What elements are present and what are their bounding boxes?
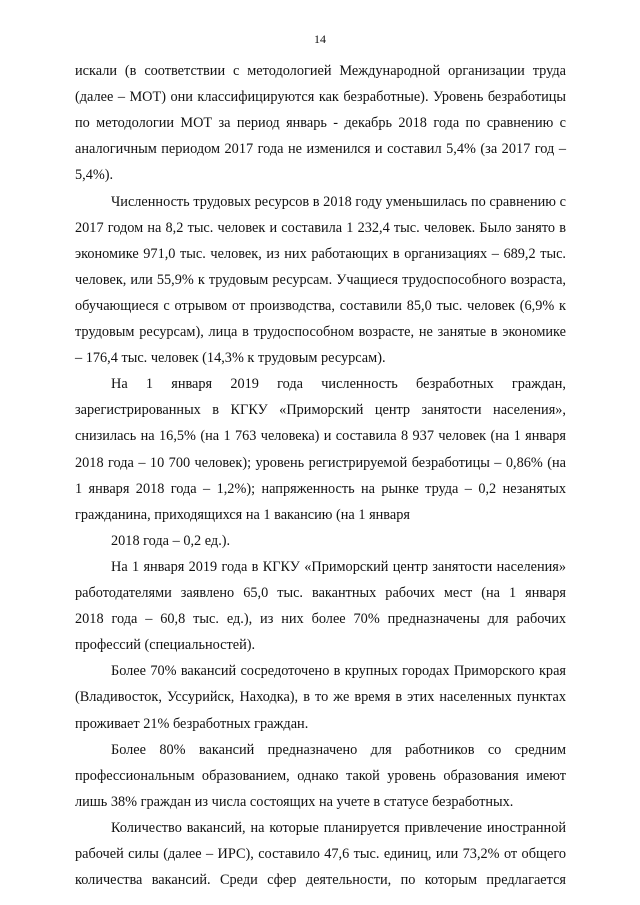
- text-line: 2017 годом на 8,2 тыс. человек и составила 1 232,4 тыс. человек. Было занято в: [75, 219, 566, 236]
- text-line: 1 января 2018 года – 1,2%); напряженность на рынке труда – 0,2 незанятых: [75, 480, 566, 497]
- text-line: профессиональным образованием, однако такой уровень образования имеют: [75, 767, 566, 784]
- text-line: проживает 21% безработных граждан.: [75, 715, 309, 732]
- text-line: аналогичным периодом 2017 года не изменился и составил 5,4% (за 2017 год –: [75, 141, 566, 158]
- text-line: На 1 января 2019 года численность безработных граждан,: [111, 376, 566, 393]
- text-line: 2018 года – 10 700 человек); уровень регистрируемой безработицы – 0,86% (на: [75, 454, 566, 471]
- text-line: (далее – МОТ) они классифицируются как безработные). Уровень безработицы: [75, 89, 566, 106]
- text-line: экономике 971,0 тыс. человек, из них работающих в организациях – 689,2 тыс.: [75, 245, 566, 262]
- text-line: Более 80% вакансий предназначено для работников со средним: [111, 741, 566, 758]
- text-line: по методологии МОТ за период январь - декабрь 2018 года по сравнению с: [75, 115, 566, 132]
- text-line: рабочей силы (далее – ИРС), составило 47,6 тыс. единиц, или 73,2% от общего: [75, 846, 566, 862]
- text-line: Количество вакансий, на которые планируется привлечение иностранной: [111, 819, 566, 836]
- text-line: На 1 января 2019 года в КГКУ «Приморский центр занятости населения»: [111, 558, 566, 575]
- text-line: 2018 года – 0,2 ед.).: [111, 532, 231, 549]
- text-line: зарегистрированных в КГКУ «Приморский центр занятости населения»,: [75, 402, 566, 419]
- text-line: работодателями заявлено 65,0 тыс. вакантных рабочих мест (на 1 января: [75, 585, 566, 601]
- text-line: (Владивосток, Уссурийск, Находка), в то же время в этих населенных пунктах: [75, 689, 566, 706]
- text-line: трудовым ресурсам), лица в трудоспособном возрасте, не занятые в экономике: [75, 324, 566, 340]
- text-line: гражданина, приходящихся на 1 вакансию (на 1 января: [75, 506, 410, 523]
- text-line: количества вакансий. Среди сфер деятельности, по которым предлагается: [75, 872, 566, 889]
- text-line: – 176,4 тыс. человек (14,3% к трудовым ресурсам).: [75, 350, 386, 367]
- text-line: человек, или 55,9% к трудовым ресурсам. Учащиеся трудоспособного возраста,: [75, 271, 566, 288]
- text-line: Более 70% вакансий сосредоточено в крупных городах Приморского края: [111, 663, 566, 680]
- text-line: обучающиеся с отрывом от производства, составили 85,0 тыс. человек (6,9% к: [75, 297, 566, 314]
- text-line: лишь 38% граждан из числа состоящих на учете в статусе безработных.: [75, 793, 514, 810]
- text-line: снизилась на 16,5% (на 1 763 человека) и составила 8 937 человек (на 1 января: [75, 428, 566, 445]
- text-line: искали (в соответствии с методологией Международной организации труда: [75, 63, 566, 79]
- text-line: Численность трудовых ресурсов в 2018 году уменьшилась по сравнению с: [111, 193, 566, 210]
- text-line: профессий (специальностей).: [75, 637, 256, 654]
- text-line: 2018 года – 60,8 тыс. ед.), из них более 70% предназначены для рабочих: [75, 611, 566, 628]
- text-line: 5,4%).: [75, 167, 114, 184]
- page-number: 14: [314, 32, 326, 46]
